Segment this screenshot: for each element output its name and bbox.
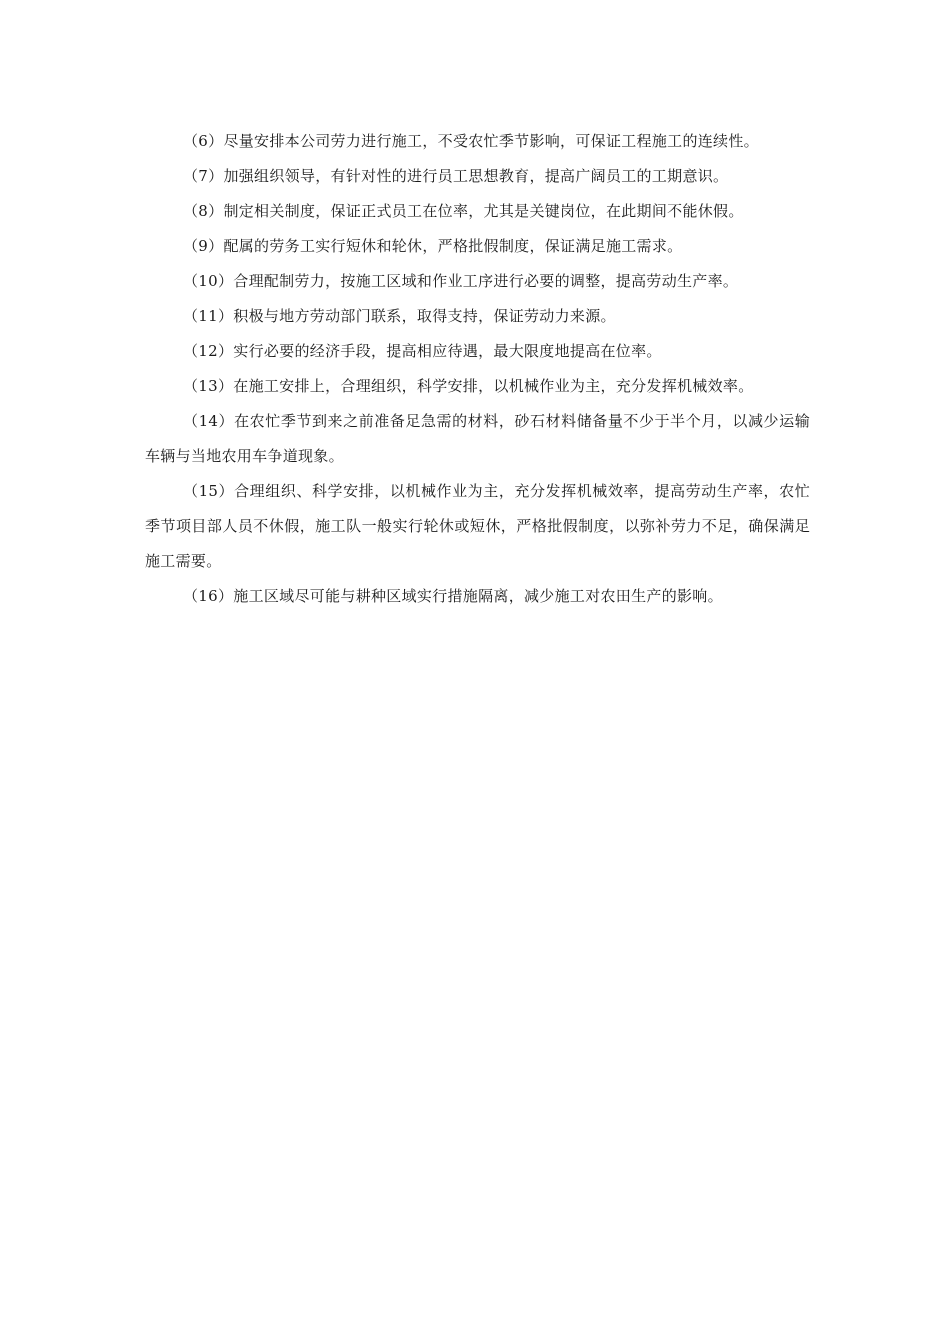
paragraph-11: （11）积极与地方劳动部门联系，取得支持，保证劳动力来源。 — [183, 307, 616, 325]
paragraph-16: （16）施工区域尽可能与耕种区域实行措施隔离，减少施工对农田生产的影响。 — [183, 587, 723, 605]
paragraph-13: （13）在施工安排上，合理组织，科学安排，以机械作业为主，充分发挥机械效率。 — [183, 377, 754, 395]
paragraph-9: （9）配属的劳务工实行短休和轮休，严格批假制度，保证满足施工需求。 — [183, 237, 683, 255]
paragraph-8: （8）制定相关制度，保证正式员工在位率，尤其是关键岗位，在此期间不能休假。 — [183, 202, 744, 220]
document-body — [145, 124, 810, 614]
paragraph-10: （10）合理配制劳力，按施工区域和作业工序进行必要的调整，提高劳动生产率。 — [183, 272, 739, 290]
paragraph-14: （14）在农忙季节到来之前准备足急需的材料，砂石材料储备量不少于半个月，以减少运输车辆与当地农用车争道现象。 — [145, 412, 810, 465]
paragraph-6: （6）尽量安排本公司劳力进行施工，不受农忙季节影响，可保证工程施工的连续性。 — [183, 132, 759, 150]
paragraph-12: （12）实行必要的经济手段，提高相应待遇，最大限度地提高在位率。 — [183, 342, 662, 360]
paragraph-7: （7）加强组织领导，有针对性的进行员工思想教育，提高广阔员工的工期意识。 — [183, 167, 729, 185]
paragraph-15: （15）合理组织、科学安排，以机械作业为主，充分发挥机械效率，提高劳动生产率，农忙季节项目部人员不休假，施工队一般实行轮休或短休，严格批假制度，以弥补劳力不足，确保满足施工需要。 — [145, 482, 810, 570]
